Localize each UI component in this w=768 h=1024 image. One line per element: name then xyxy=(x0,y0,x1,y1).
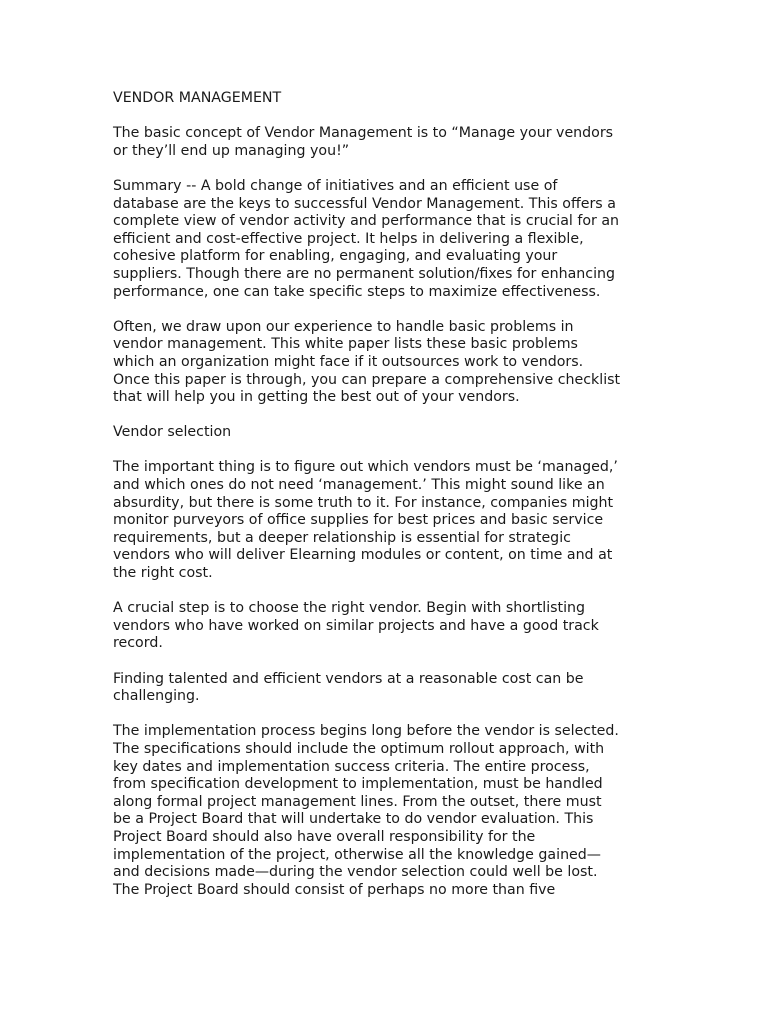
paragraph-line: efficient and cost-effective project. It helps in delivering a flexible, xyxy=(113,230,584,247)
paragraph-line: performance, one can take specific steps to maximize effectiveness. xyxy=(113,283,601,300)
paragraph-line: cohesive platform for enabling, engaging, and evaluating your xyxy=(113,248,558,265)
paragraph-line: Once this paper is through, you can prepare a comprehensive checklist xyxy=(113,371,621,388)
paragraph xyxy=(113,459,658,582)
paragraph xyxy=(113,671,658,706)
paragraph-line: Summary -- A bold change of initiatives and an efficient use of xyxy=(113,177,558,194)
paragraph-line: The Project Board should consist of perhaps no more than five xyxy=(113,881,556,898)
paragraph-line: and which ones do not need ‘management.’ This might sound like an xyxy=(113,477,605,494)
paragraph-line: The basic concept of Vendor Management is to “Manage your vendors xyxy=(113,125,614,142)
paragraph xyxy=(113,723,658,899)
paragraph-line: absurdity, but there is some truth to it. For instance, companies might xyxy=(113,494,614,511)
paragraph xyxy=(113,319,658,407)
paragraph-line: Finding talented and efficient vendors at a reasonable cost can be xyxy=(113,670,584,687)
paragraph-line: The implementation process begins long before the vendor is selected. xyxy=(113,723,619,740)
paragraph-line: Project Board should also have overall responsibility for the xyxy=(113,828,536,845)
paragraph xyxy=(113,600,658,653)
paragraph-line: complete view of vendor activity and performance that is crucial for an xyxy=(113,213,620,230)
paragraph xyxy=(113,178,658,301)
paragraph-line: the right cost. xyxy=(113,565,213,582)
paragraph-line: or they’ll end up managing you!” xyxy=(113,142,350,159)
paragraph-line: from specification development to implementation, must be handled xyxy=(113,776,603,793)
document-body xyxy=(113,125,658,899)
paragraph-line: record. xyxy=(113,635,163,652)
paragraph-line: which an organization might face if it outsources work to vendors. xyxy=(113,353,584,370)
paragraph-line: vendor management. This white paper lists these basic problems xyxy=(113,336,578,353)
paragraph xyxy=(113,125,658,160)
paragraph-line: challenging. xyxy=(113,688,200,705)
document-page xyxy=(113,90,658,917)
paragraph-line: Often, we draw upon our experience to handle basic problems in xyxy=(113,318,574,335)
paragraph-line: and decisions made—during the vendor selection could well be lost. xyxy=(113,864,598,881)
paragraph-line: The important thing is to figure out which vendors must be ‘managed,’ xyxy=(113,459,618,476)
paragraph-line: A crucial step is to choose the right vendor. Begin with shortlisting xyxy=(113,600,586,617)
paragraph-line: along formal project management lines. From the outset, there must xyxy=(113,793,602,810)
paragraph xyxy=(113,424,658,442)
paragraph-line: suppliers. Though there are no permanent solution/fixes for enhancing xyxy=(113,265,616,282)
paragraph-line: implementation of the project, otherwise all the knowledge gained— xyxy=(113,846,601,863)
document-title xyxy=(113,90,658,108)
title-line: VENDOR MANAGEMENT xyxy=(113,90,282,106)
paragraph-line: database are the keys to successful Vendor Management. This offers a xyxy=(113,195,616,212)
paragraph-line: be a Project Board that will undertake to do vendor evaluation. This xyxy=(113,811,594,828)
paragraph-line: monitor purveyors of office supplies for best prices and basic service xyxy=(113,512,604,529)
paragraph-line: The specifications should include the optimum rollout approach, with xyxy=(113,740,605,757)
paragraph-line: Vendor selection xyxy=(113,424,232,441)
paragraph-line: requirements, but a deeper relationship is essential for strategic xyxy=(113,529,571,546)
paragraph-line: that will help you in getting the best out of your vendors. xyxy=(113,389,520,406)
paragraph-line: vendors who have worked on similar projects and have a good track xyxy=(113,617,599,634)
paragraph-line: vendors who will deliver Elearning modules or content, on time and at xyxy=(113,547,613,564)
paragraph-line: key dates and implementation success criteria. The entire process, xyxy=(113,758,590,775)
